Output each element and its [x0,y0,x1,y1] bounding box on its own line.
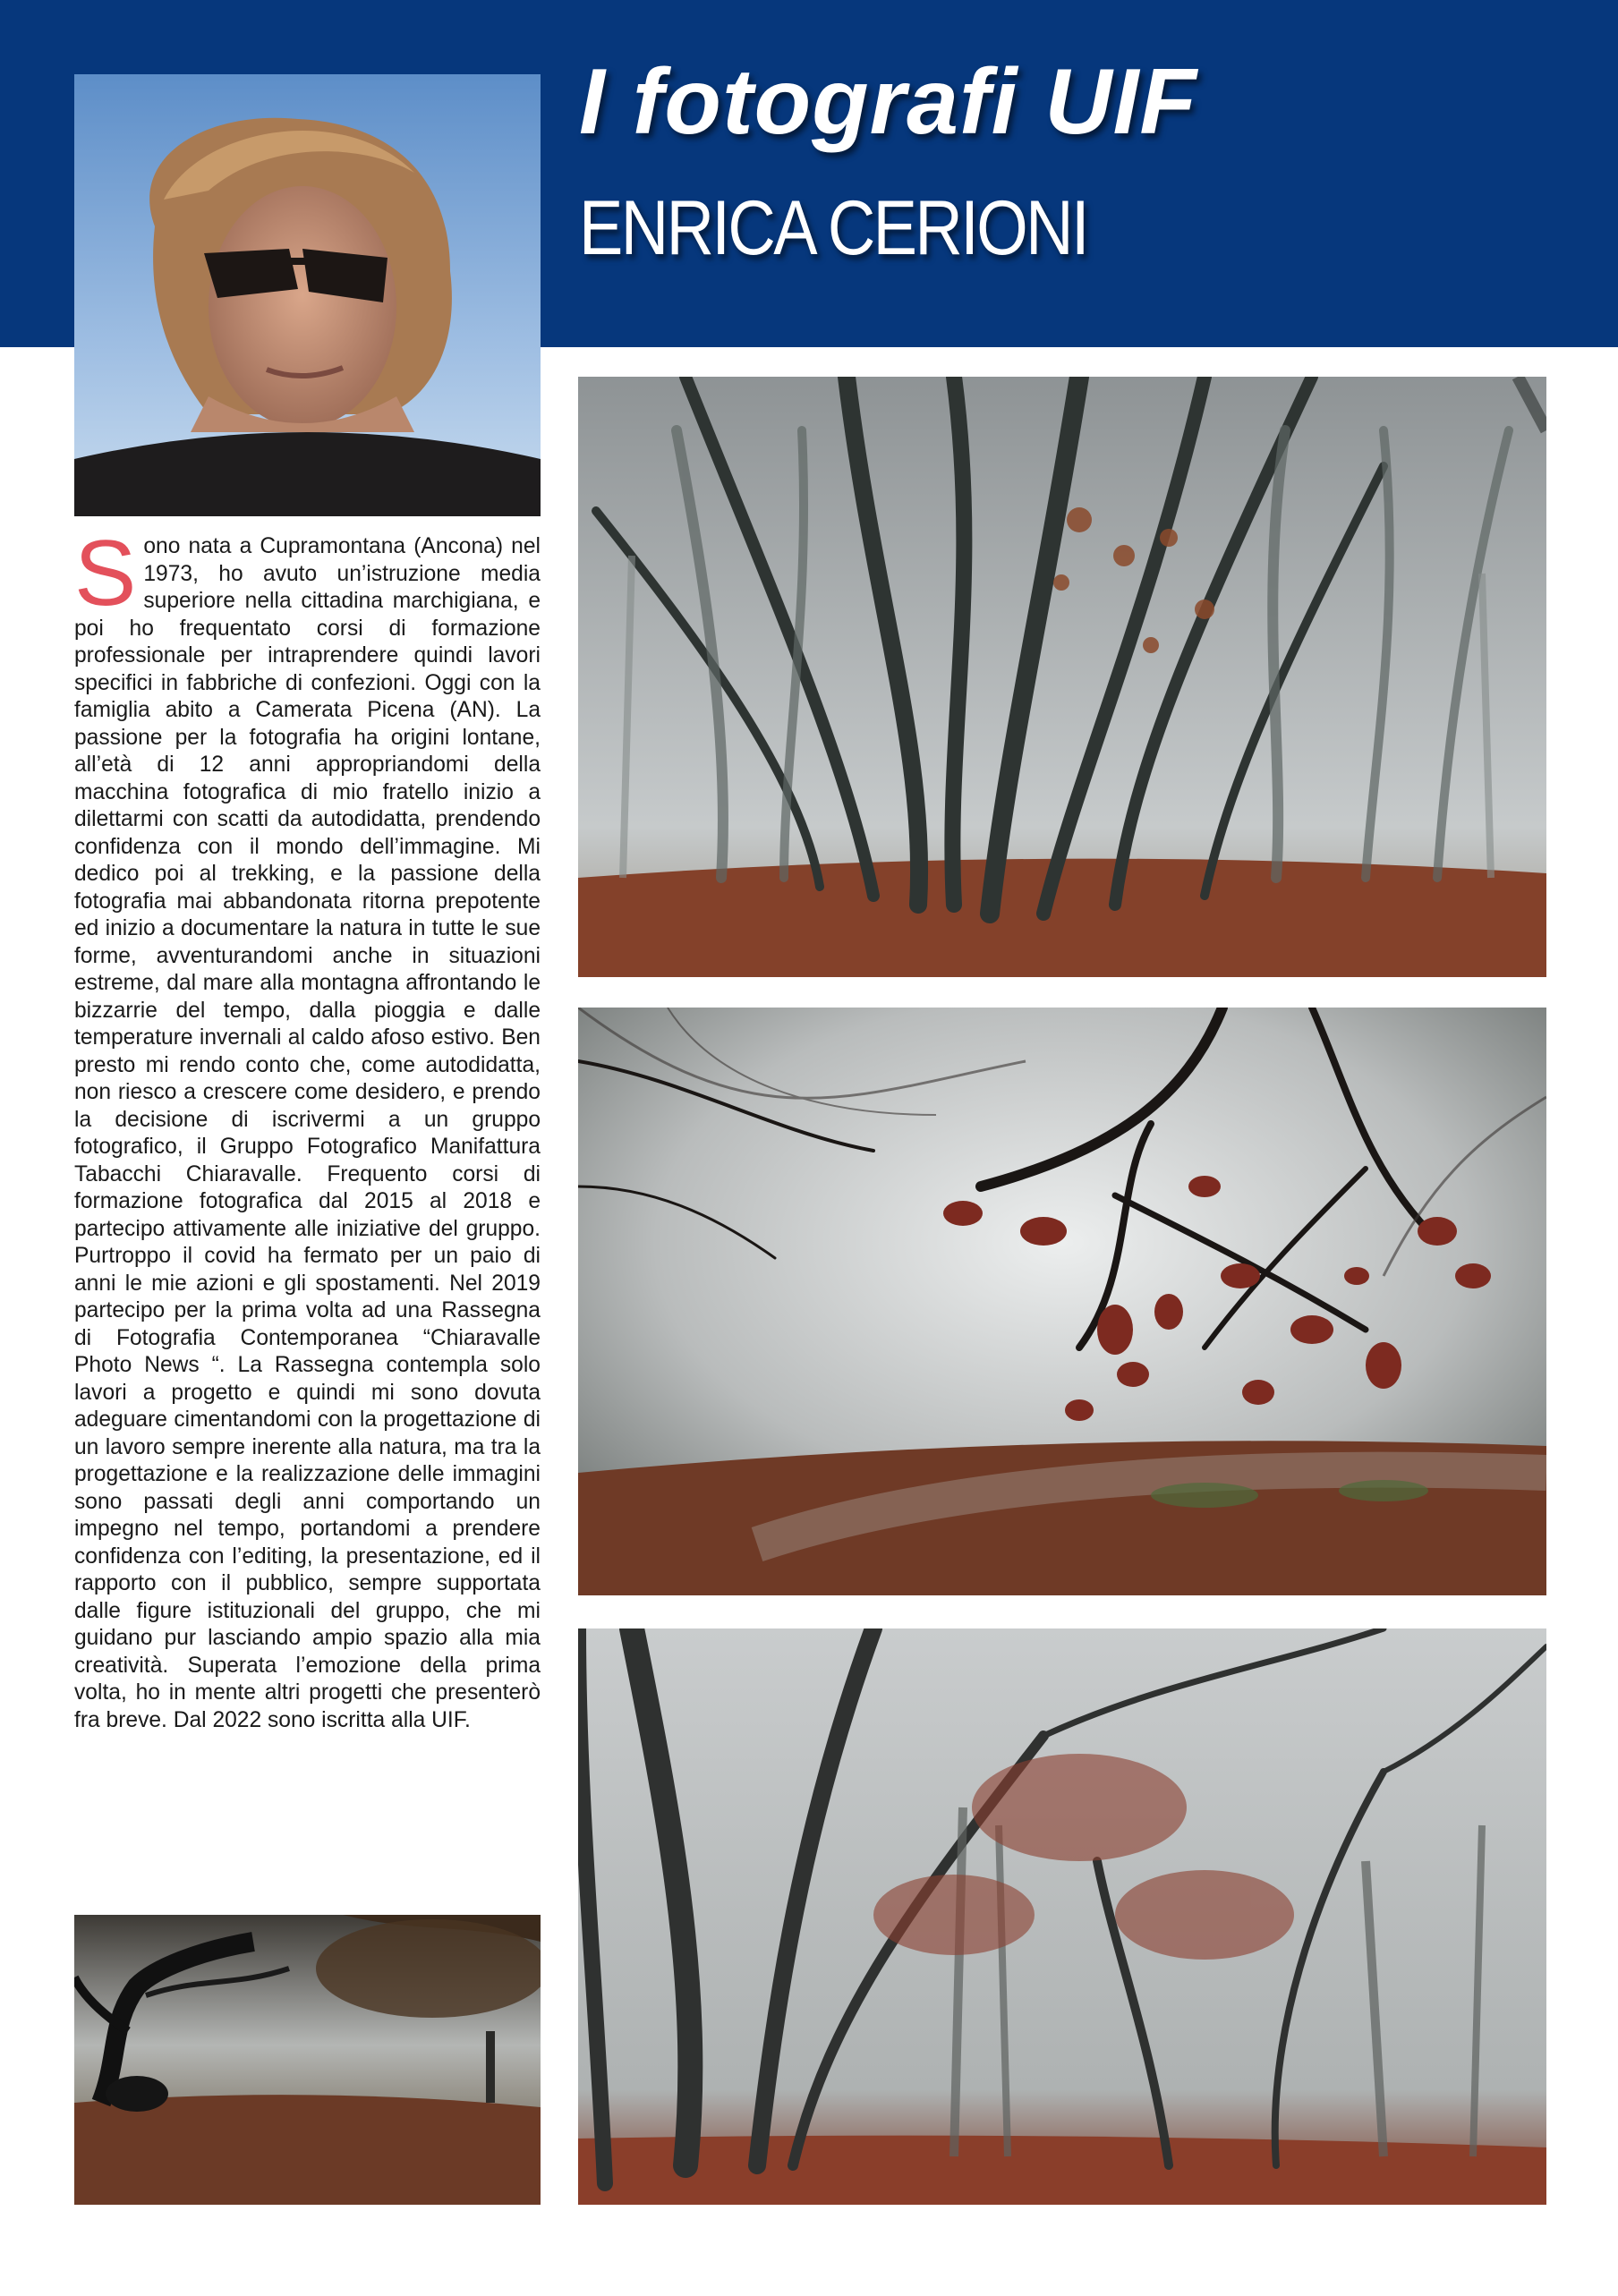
misty-path-photo [578,1628,1546,2205]
red-leaves-branches-photo [578,1008,1546,1595]
drop-cap-letter: S [74,522,137,625]
photographer-name: ENRICA CERIONI [579,185,1087,271]
portrait-photo [74,74,541,516]
biography-body: ono nata a Cupramontana (Ancona) nel 1973, ho avuto un’istruzione media superiore nella cittadina marchigiana, e poi ho frequentato corsi di formazione professionale per intraprendere quindi lavori specifici in fabbriche di confezioni. Oggi con la famiglia abito a Camerata Picena (AN). La passione per la fotografia ha origini lontane, all’età di 12 anni appropriandomi della macchina fotografica di mio fratello inizio a dilettarmi con scatti da autodidatta, prendendo confidenza con il mondo dell’immagine. Mi dedico poi al trekking, e la passione della fotografia mai abbandonata ritorna prepotente ed inizio a documentare la natura in tutte le sue forme, avventurandomi anche in situazioni estreme, dal mare alla montagna affrontando le bizzarrie del tempo, dalla pioggia e dalle temperature invernali al caldo afoso estivo. Ben presto mi rendo conto che, come autodidatta, non riesco a crescere come desidero, e prendo la decisione di iscrivermi a un gruppo fotografico, il Gruppo Fotografico Manifattura Tabacchi Chiaravalle. Frequento corsi di formazione fotografica dal 2015 al 2018 e partecipo attivamente alle iniziative del gruppo. Purtroppo il covid ha fermato per un paio di anni le mie azioni e gli spostamenti. Nel 2019 partecipo per la prima volta ad una Rassegna di Fotografia Contemporanea “Chiaravalle Photo News “. La Rassegna contempla solo lavori a progetto e quindi mi sono dovuta adeguare cimentandomi con la progettazione di un lavoro sempre inerente alla natura, ma tra la progettazione e la realizzazione delle immagini sono passati degli anni comportando un impegno nel tempo, portandomi a prendere confidenza con l’editing, la presentazione, ed il rapporto con il pubblico, sempre supportata dalle figure istituzionali del gruppo, che mi guidano pur lasciando ampio spazio alla mia creatività. Superata l’emozione della prima volta, ho in mente altri progetti che presenterò fra breve. Dal 2022 sono iscritta alla UIF. [74,534,541,1732]
biography-text [74,522,541,1734]
foggy-forest-photo [578,377,1546,977]
page-title: I fotografi UIF [579,50,1197,154]
lone-tree-photo [74,1915,541,2205]
